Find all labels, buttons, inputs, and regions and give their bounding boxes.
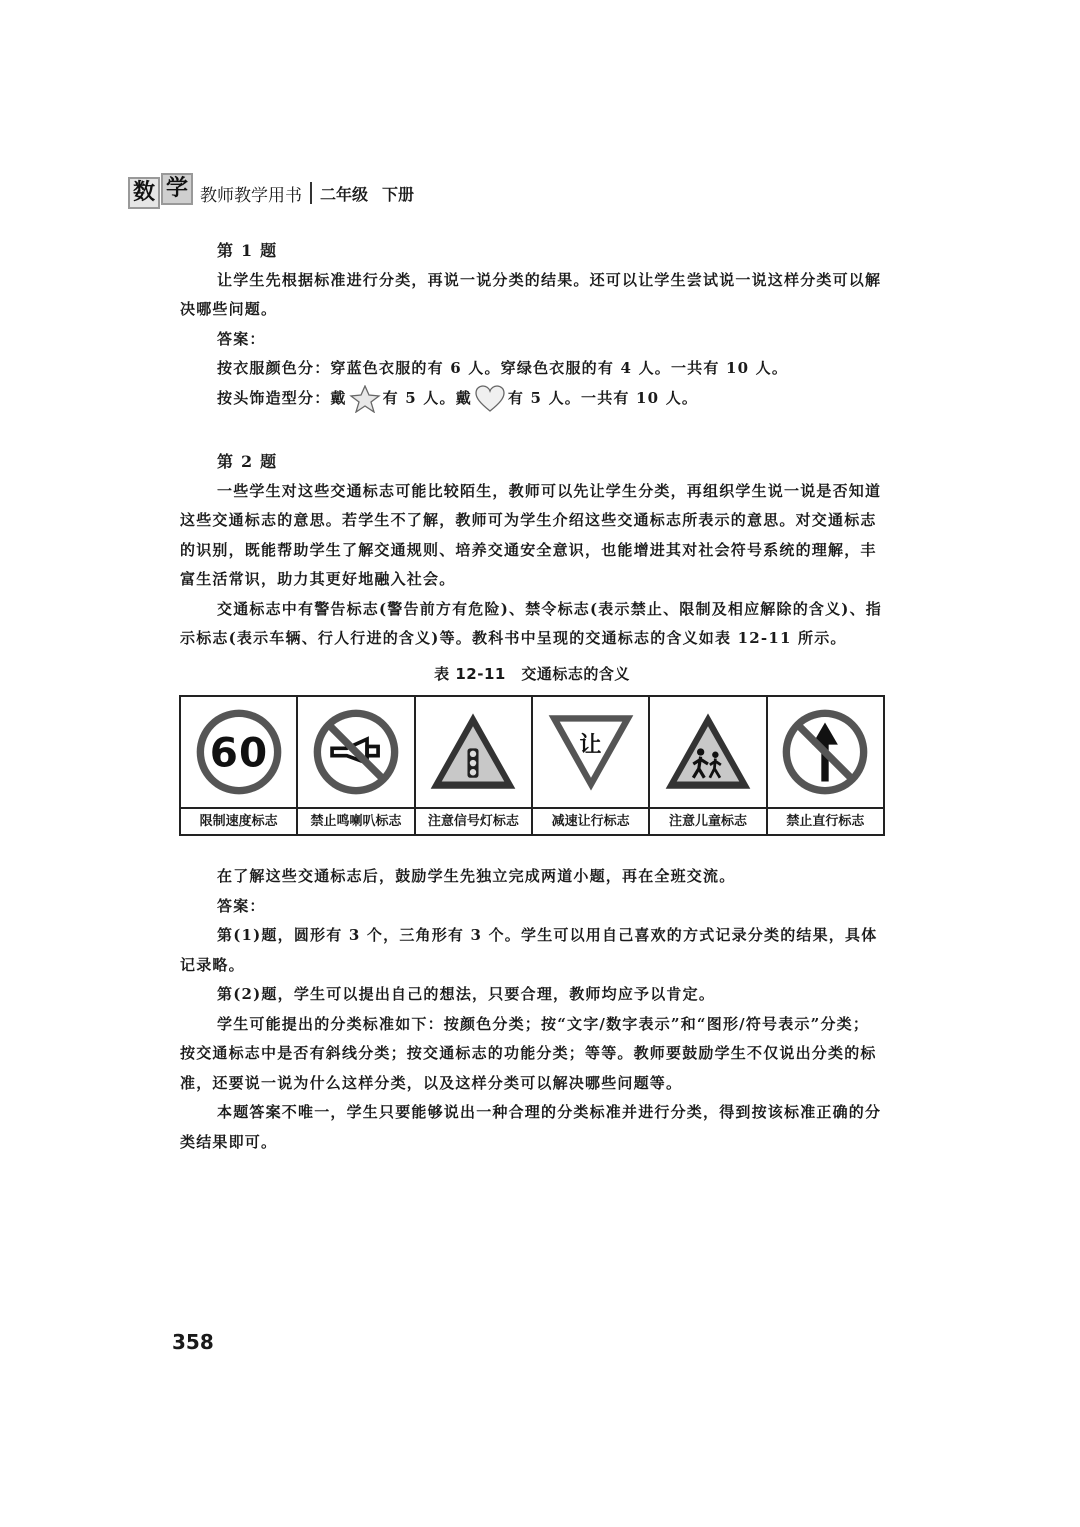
speed-limit-60-icon: [193, 706, 285, 798]
sign-label: 禁止鸣喇叭标志: [297, 808, 414, 835]
q2-paragraph-4: 学生可能提出的分类标准如下：按颜色分类；按“文字/数字表示”和“图形/符号表示”分类；按交通标志中是否有斜线分类；按交通标志的功能分类；等等。教师要鼓励学生不仅说出分类的标准，还要说一说为什么这样分类，以及这样分类可以解决哪些问题等。: [180, 1014, 877, 1092]
logo-char-1: 数: [128, 177, 160, 209]
page-body: [180, 236, 884, 1157]
q1-answer-2-part-b: 有 5 人。戴: [382, 388, 472, 407]
sign-label: 减速让行标志: [532, 808, 649, 835]
q2-paragraph-1: 一些学生对这些交通标志可能比较陌生，教师可以先让学生分类，再组织学生说一说是否知道这些交通标志的意思。若学生不了解，教师可为学生介绍这些交通标志所表示的意思。对交通标志的识别，既能帮助学生了解交通规则、培养交通安全意识，也能增进其对社会符号系统的理解，丰富生活常识，助力其更好地融入社会。: [180, 481, 882, 588]
header-divider: [310, 182, 312, 204]
q2-paragraph-3: 在了解这些交通标志后，鼓励学生先独立完成两道小题，再在全班交流。: [217, 867, 736, 885]
sign-label: 限制速度标志: [180, 808, 297, 835]
children-warning-icon: [662, 706, 754, 798]
q1-paragraph: 让学生先根据标准进行分类，再说一说分类的结果。还可以让学生尝试说一说这样分类可以解决哪些问题。: [180, 270, 882, 318]
traffic-sign-table: [179, 695, 885, 836]
section-gap: [180, 413, 884, 447]
q2-answer-1: 第(1)题，圆形有 3 个，三角形有 3 个。学生可以用自己喜欢的方式记录分类的结果，具体记录略。: [180, 926, 878, 974]
volume-label: 下册: [382, 184, 415, 204]
q1-answer-2: [180, 384, 884, 414]
yield-text: 让: [579, 733, 603, 758]
sign-cell-yield: [532, 696, 649, 808]
no-horn-icon: [310, 706, 402, 798]
q1-answer-2-part-a: 按头饰造型分：戴: [217, 388, 347, 407]
q2-answer-label: 答案：: [217, 896, 266, 915]
q2-paragraph-2: 交通标志中有警告标志(警告前方有危险)、禁令标志(表示禁止、限制及相应解除的含义)、指示标志(表示车辆、行人行进的含义)等。教科书中呈现的交通标志的含义如表 12-11 所示。: [180, 599, 882, 647]
no-straight-icon: [779, 706, 871, 798]
table-gap: [180, 836, 884, 862]
star-icon: [349, 385, 381, 413]
page-number: 358: [172, 1330, 214, 1354]
q2-answer-2: 第(2)题，学生可以提出自己的想法，只要合理，教师均应予以肯定。: [217, 985, 716, 1003]
sign-label: 注意儿童标志: [649, 808, 766, 835]
grade-label: 二年级: [320, 184, 369, 204]
sign-cell-traffic-light: [415, 696, 532, 808]
yield-icon: [545, 706, 637, 798]
book-title: 教师教学用书: [200, 185, 303, 206]
q2-heading: 第 2 题: [217, 452, 278, 471]
heart-icon: [474, 385, 506, 413]
traffic-light-warning-icon: [427, 706, 519, 798]
q1-heading: 第 1 题: [217, 241, 278, 260]
speed-limit-text: 60: [209, 728, 268, 777]
sign-cell-no-straight: [767, 696, 884, 808]
table-caption: 表 12-11 交通标志的含义: [434, 664, 630, 683]
q1-answer-2-part-c: 有 5 人。一共有 10 人。: [507, 388, 699, 407]
sign-cell-speed-limit: [180, 696, 297, 808]
page-header: [128, 173, 414, 213]
q1-answer-label: 答案：: [217, 329, 266, 348]
sign-cell-children: [649, 696, 766, 808]
sign-label: 禁止直行标志: [767, 808, 884, 835]
sign-label-row: [180, 808, 884, 835]
q2-paragraph-5: 本题答案不唯一，学生只要能够说出一种合理的分类标准并进行分类，得到按该标准正确的分类结果即可。: [180, 1103, 882, 1151]
logo-char-2: 学: [161, 173, 193, 205]
q1-answer-1: 按衣服颜色分：穿蓝色衣服的有 6 人。穿绿色衣服的有 4 人。一共有 10 人。: [217, 359, 789, 377]
sign-label: 注意信号灯标志: [415, 808, 532, 835]
sign-image-row: [180, 696, 884, 808]
sign-cell-no-horn: [297, 696, 414, 808]
